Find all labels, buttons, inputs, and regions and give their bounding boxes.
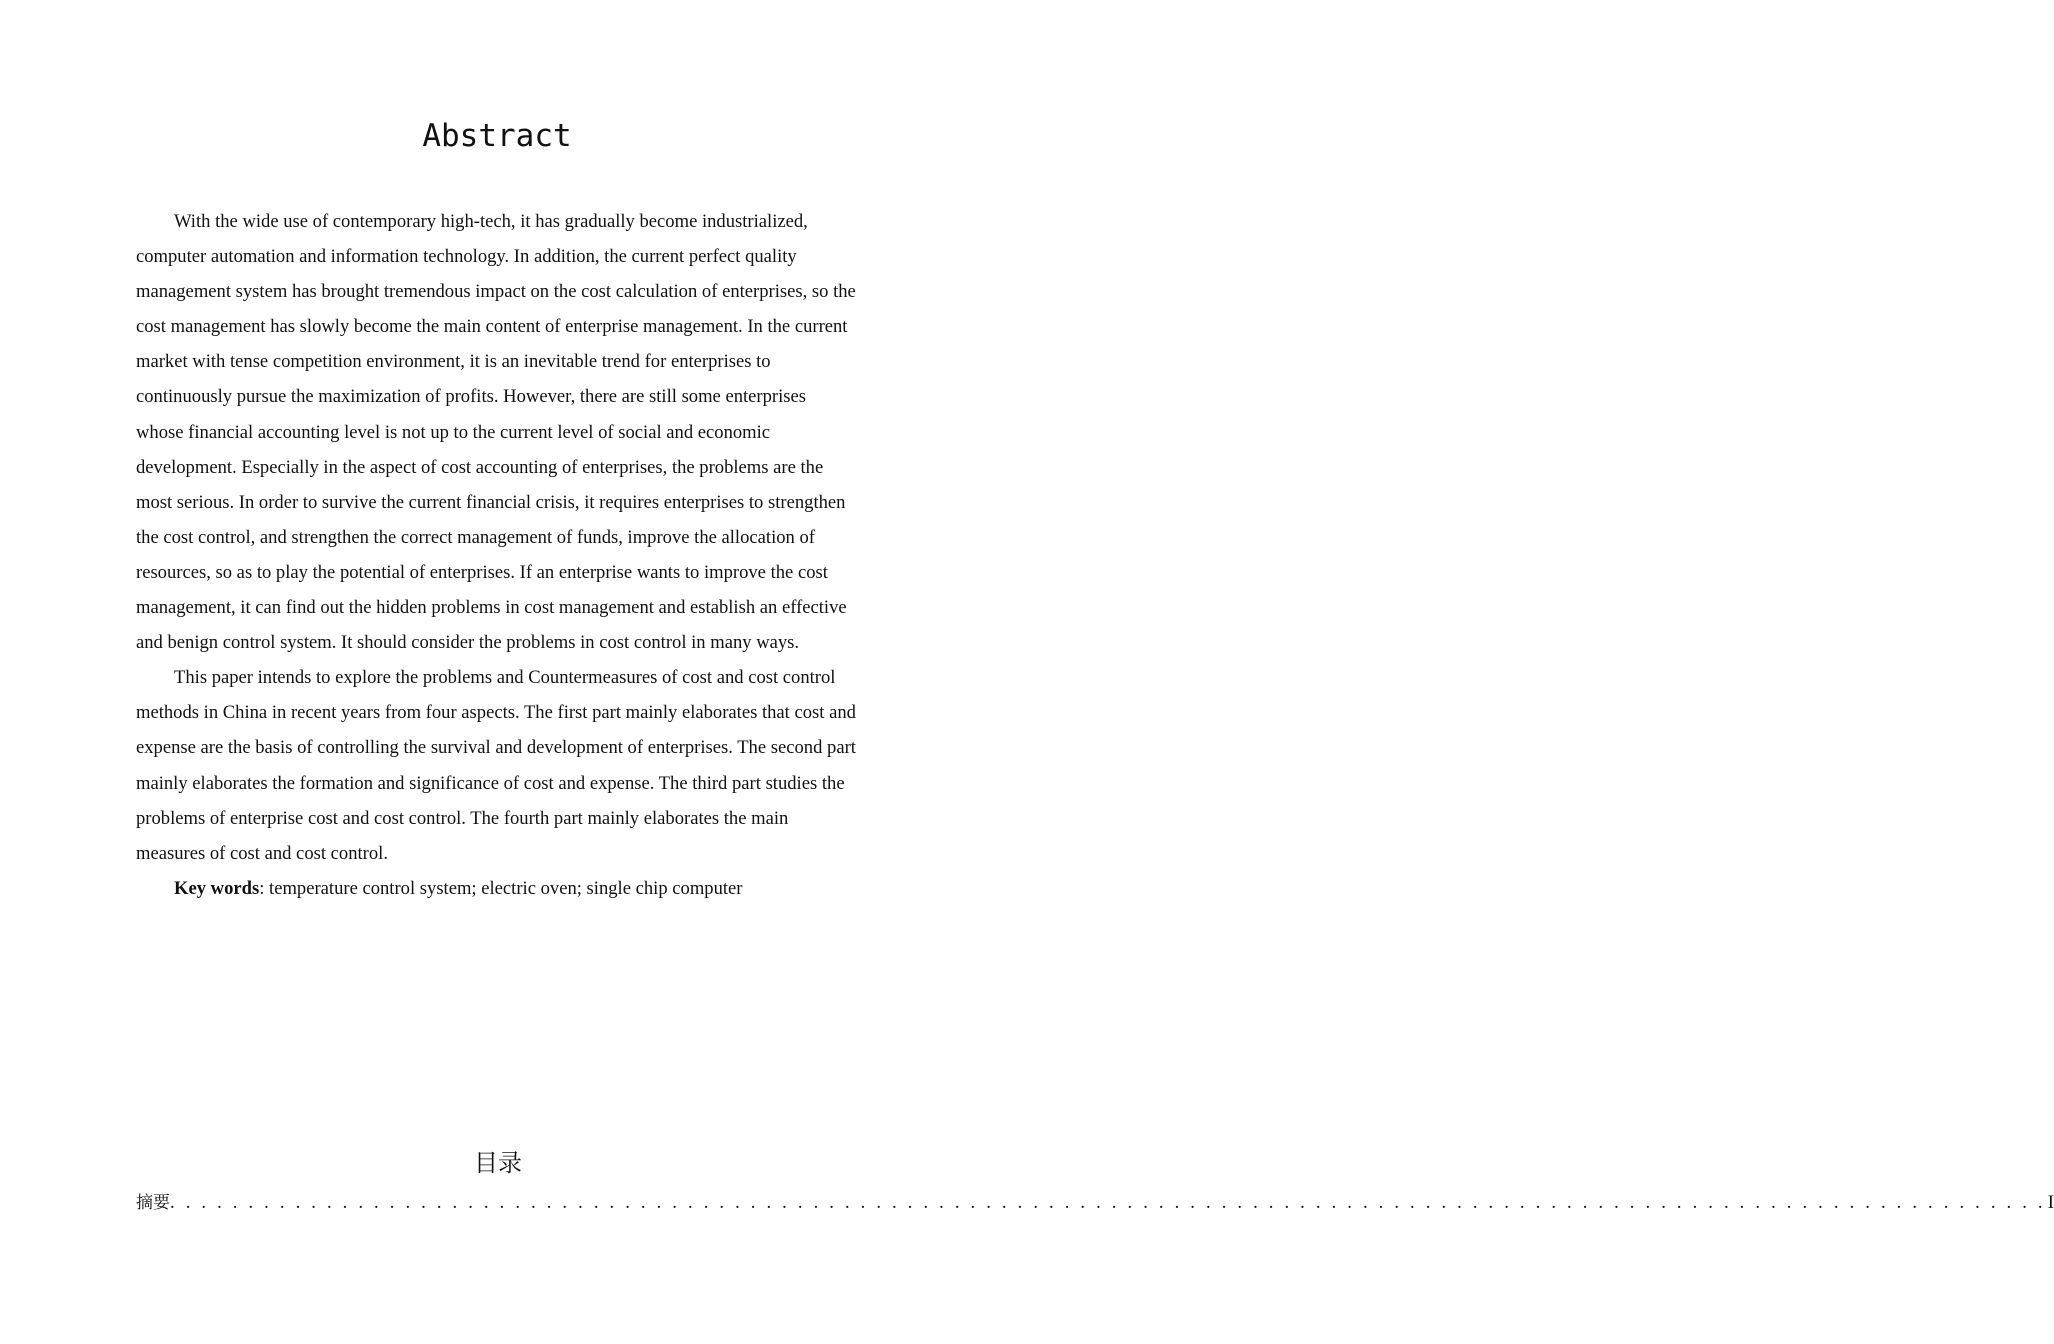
abstract-paragraph-2: This paper intends to explore the problems and Countermeasures of cost and cost control methods in China in recent years from four aspects. The first part mainly elaborates that cost and expense are the basis of controlling the survival and development of enterprises. The second part mainly elaborates the formation and significance of cost and expense. The third part studies the problems of enterprise cost and cost control. The fourth part mainly elaborates the main measures of cost and cost control. [136, 667, 856, 864]
toc-entry-label: 摘要 [136, 1193, 170, 1213]
toc-entry-abstract[interactable] [136, 1189, 2054, 1217]
keywords-line [136, 871, 858, 906]
toc-entry-page: I [2047, 1192, 2054, 1213]
abstract-paragraph-1: With the wide use of contemporary high-tech, it has gradually become industrialized, computer automation and information technology. In addition, the current perfect quality management system has brought tremendous impact on the cost calculation of enterprises, so the cost management has slowly become the main content of enterprise management. In the current market with tense competition environment, it is an inevitable trend for enterprises to continuously pursue the maximization of profits. However, there are still some enterprises whose financial accounting level is not up to the current level of social and economic development. Especially in the aspect of cost accounting of enterprises, the problems are the most serious. In order to survive the current financial crisis, it requires enterprises to strengthen the cost control, and strengthen the correct management of funds, improve the allocation of resources, so as to play the potential of enterprises. If an enterprise wants to improve the cost management, it can find out the hidden problems in cost management and establish an effective and benign control system. It should consider the problems in cost control in many ways. [136, 211, 856, 654]
toc-title: 目录 [474, 1149, 522, 1177]
toc-entry-leader: . . . . . . . . . . . . . . . . . . . . . . . . . . . . . . . . . . . . . . . . . . . . . . . . . . . . . . . . . . . . . . . . . . . . . . . . . . . . . . . . . . . . . . . . . . . . . . . . . . . . . . . . . . . . . . . . . . . . . . . . [170, 1192, 2046, 1213]
abstract-body [136, 204, 858, 906]
keywords-text: : temperature control system; electric oven; single chip computer [259, 877, 743, 899]
abstract-title: Abstract [422, 118, 572, 154]
table-of-contents [136, 1189, 2054, 1217]
keywords-label: Key words [174, 877, 260, 899]
